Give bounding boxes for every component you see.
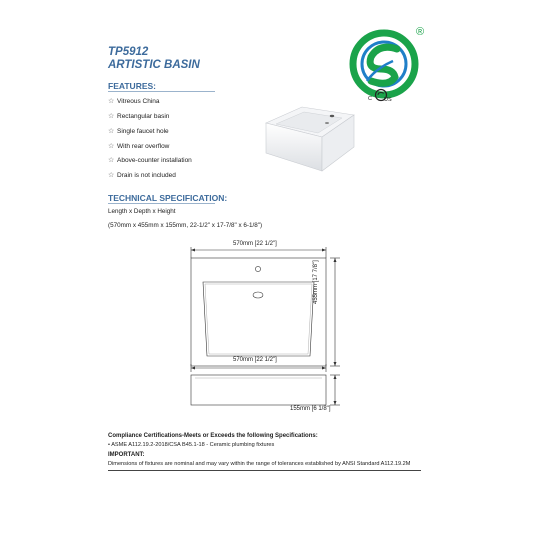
technical-drawing — [185, 238, 355, 418]
features-title: FEATURES: — [108, 81, 157, 91]
star-bullet-icon: ☆ — [108, 128, 115, 135]
star-bullet-icon: ☆ — [108, 172, 115, 179]
important-text: Dimensions of fixtures are nominal and may vary within the range of tolerances established by ANSI Standard A112.19.2M — [108, 461, 411, 467]
side-width-label: 570mm [22 1/2"] — [233, 357, 277, 363]
feature-item: ☆ Vitreous China — [108, 98, 160, 105]
product-name: ARTISTIC BASIN — [108, 59, 200, 71]
cert-us-label: US — [384, 97, 392, 103]
star-bullet-icon: ☆ — [108, 98, 115, 105]
compliance-item: • ASME A112.19.2-2018/CSA B45.1-18 - Ceramic plumbing fixtures — [108, 442, 275, 448]
registered-mark: ® — [416, 26, 425, 38]
bottom-rule — [108, 470, 421, 471]
feature-item: ☆ Rectangular basin — [108, 113, 170, 120]
star-bullet-icon: ☆ — [108, 143, 115, 150]
dims-label: Length x Depth x Height — [108, 208, 176, 215]
cert-c-label: C — [368, 96, 372, 102]
dims-value: (570mm x 455mm x 155mm, 22-1/2" x 17-7/8" x 6-1/8") — [108, 222, 263, 229]
model-number: TP5912 — [108, 46, 149, 58]
specs-title: TECHNICAL SPECIFICATION: — [108, 193, 228, 203]
feature-item: ☆ Above-counter installation — [108, 157, 192, 164]
feature-item: ☆ Single faucet hole — [108, 128, 169, 135]
feature-item: ☆ With rear overflow — [108, 143, 170, 150]
top-width-label: 570mm [22 1/2"] — [233, 241, 277, 247]
feature-item: ☆ Drain is not included — [108, 172, 176, 179]
height-label: 155mm [6 1/8"] — [290, 406, 331, 412]
specs-rule — [108, 203, 215, 204]
star-bullet-icon: ☆ — [108, 157, 115, 164]
features-rule — [108, 91, 215, 92]
important-title: IMPORTANT: — [108, 452, 145, 458]
depth-label: 455mm [17 7/8"] — [313, 260, 319, 304]
compliance-title: Compliance Certifications-Meets or Exceeds the following Specifications: — [108, 433, 318, 439]
basin-product-image — [262, 103, 356, 175]
star-bullet-icon: ☆ — [108, 113, 115, 120]
